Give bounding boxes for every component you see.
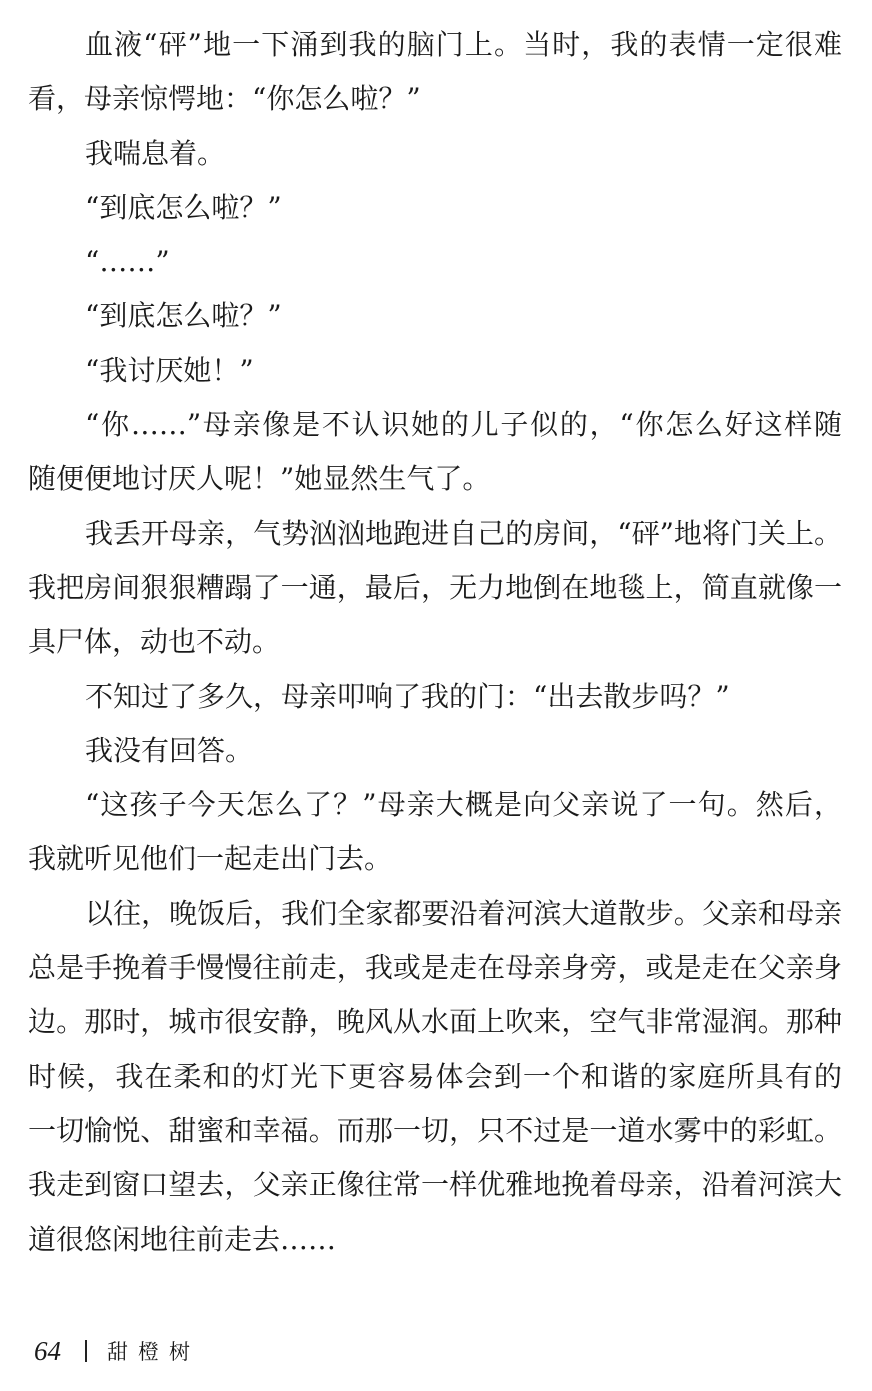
footer-divider: [85, 1340, 87, 1362]
text-line: “……”: [85, 245, 170, 279]
text-line: 血液“砰”地一下涌到我的脑门上。当时，我的表情一定很难: [85, 28, 842, 61]
text-line: 不知过了多久，母亲叩响了我的门：“出去散步吗？”: [85, 679, 730, 713]
text-line: 我丢开母亲，气势汹汹地跑进自己的房间，“砰”地将门关上。: [85, 516, 842, 550]
text-line: “这孩子今天怎么了？”母亲大概是向父亲说了一句。然后，: [85, 788, 842, 822]
text-line: 我把房间狠狠糟蹋了一通，最后，无力地倒在地毯上，简直就像一: [28, 570, 842, 604]
text-line: 看，母亲惊愕地：“你怎么啦？”: [28, 82, 421, 116]
text-line: “到底怎么啦？”: [85, 299, 282, 333]
text-line: 具尸体，动也不动。: [28, 625, 281, 659]
text-line: “你……”母亲像是不认识她的儿子似的，“你怎么好这样随: [85, 408, 842, 442]
page-footer: [34, 1333, 200, 1369]
text-line: 总是手挽着手慢慢往前走，我或是走在母亲身旁，或是走在父亲身: [28, 951, 842, 985]
text-line: “我讨厌她！”: [85, 353, 254, 387]
text-line: “到底怎么啦？”: [85, 190, 282, 224]
text-line: 时候，我在柔和的灯光下更容易体会到一个和谐的家庭所具有的: [28, 1059, 842, 1093]
text-line: 我没有回答。: [85, 733, 254, 767]
text-line: 道很悠闲地往前走去……: [28, 1222, 337, 1256]
text-line: 我就听见他们一起走出门去。: [28, 842, 393, 876]
text-line: 以往，晚饭后，我们全家都要沿着河滨大道散步。父亲和母亲: [85, 896, 842, 930]
text-line: 一切愉悦、甜蜜和幸福。而那一切，只不过是一道水雾中的彩虹。: [28, 1113, 842, 1147]
text-line: 随便便地讨厌人呢！”她显然生气了。: [28, 462, 491, 496]
text-line: 我走到窗口望去，父亲正像往常一样优雅地挽着母亲，沿着河滨大: [28, 1168, 842, 1202]
text-line: 边。那时，城市很安静，晚风从水面上吹来，空气非常湿润。那种: [28, 1005, 842, 1039]
page-number: 64: [34, 1335, 61, 1366]
body-text: [28, 18, 842, 1267]
text-line: 我喘息着。: [85, 136, 226, 170]
book-title: 甜橙树: [107, 1340, 200, 1364]
